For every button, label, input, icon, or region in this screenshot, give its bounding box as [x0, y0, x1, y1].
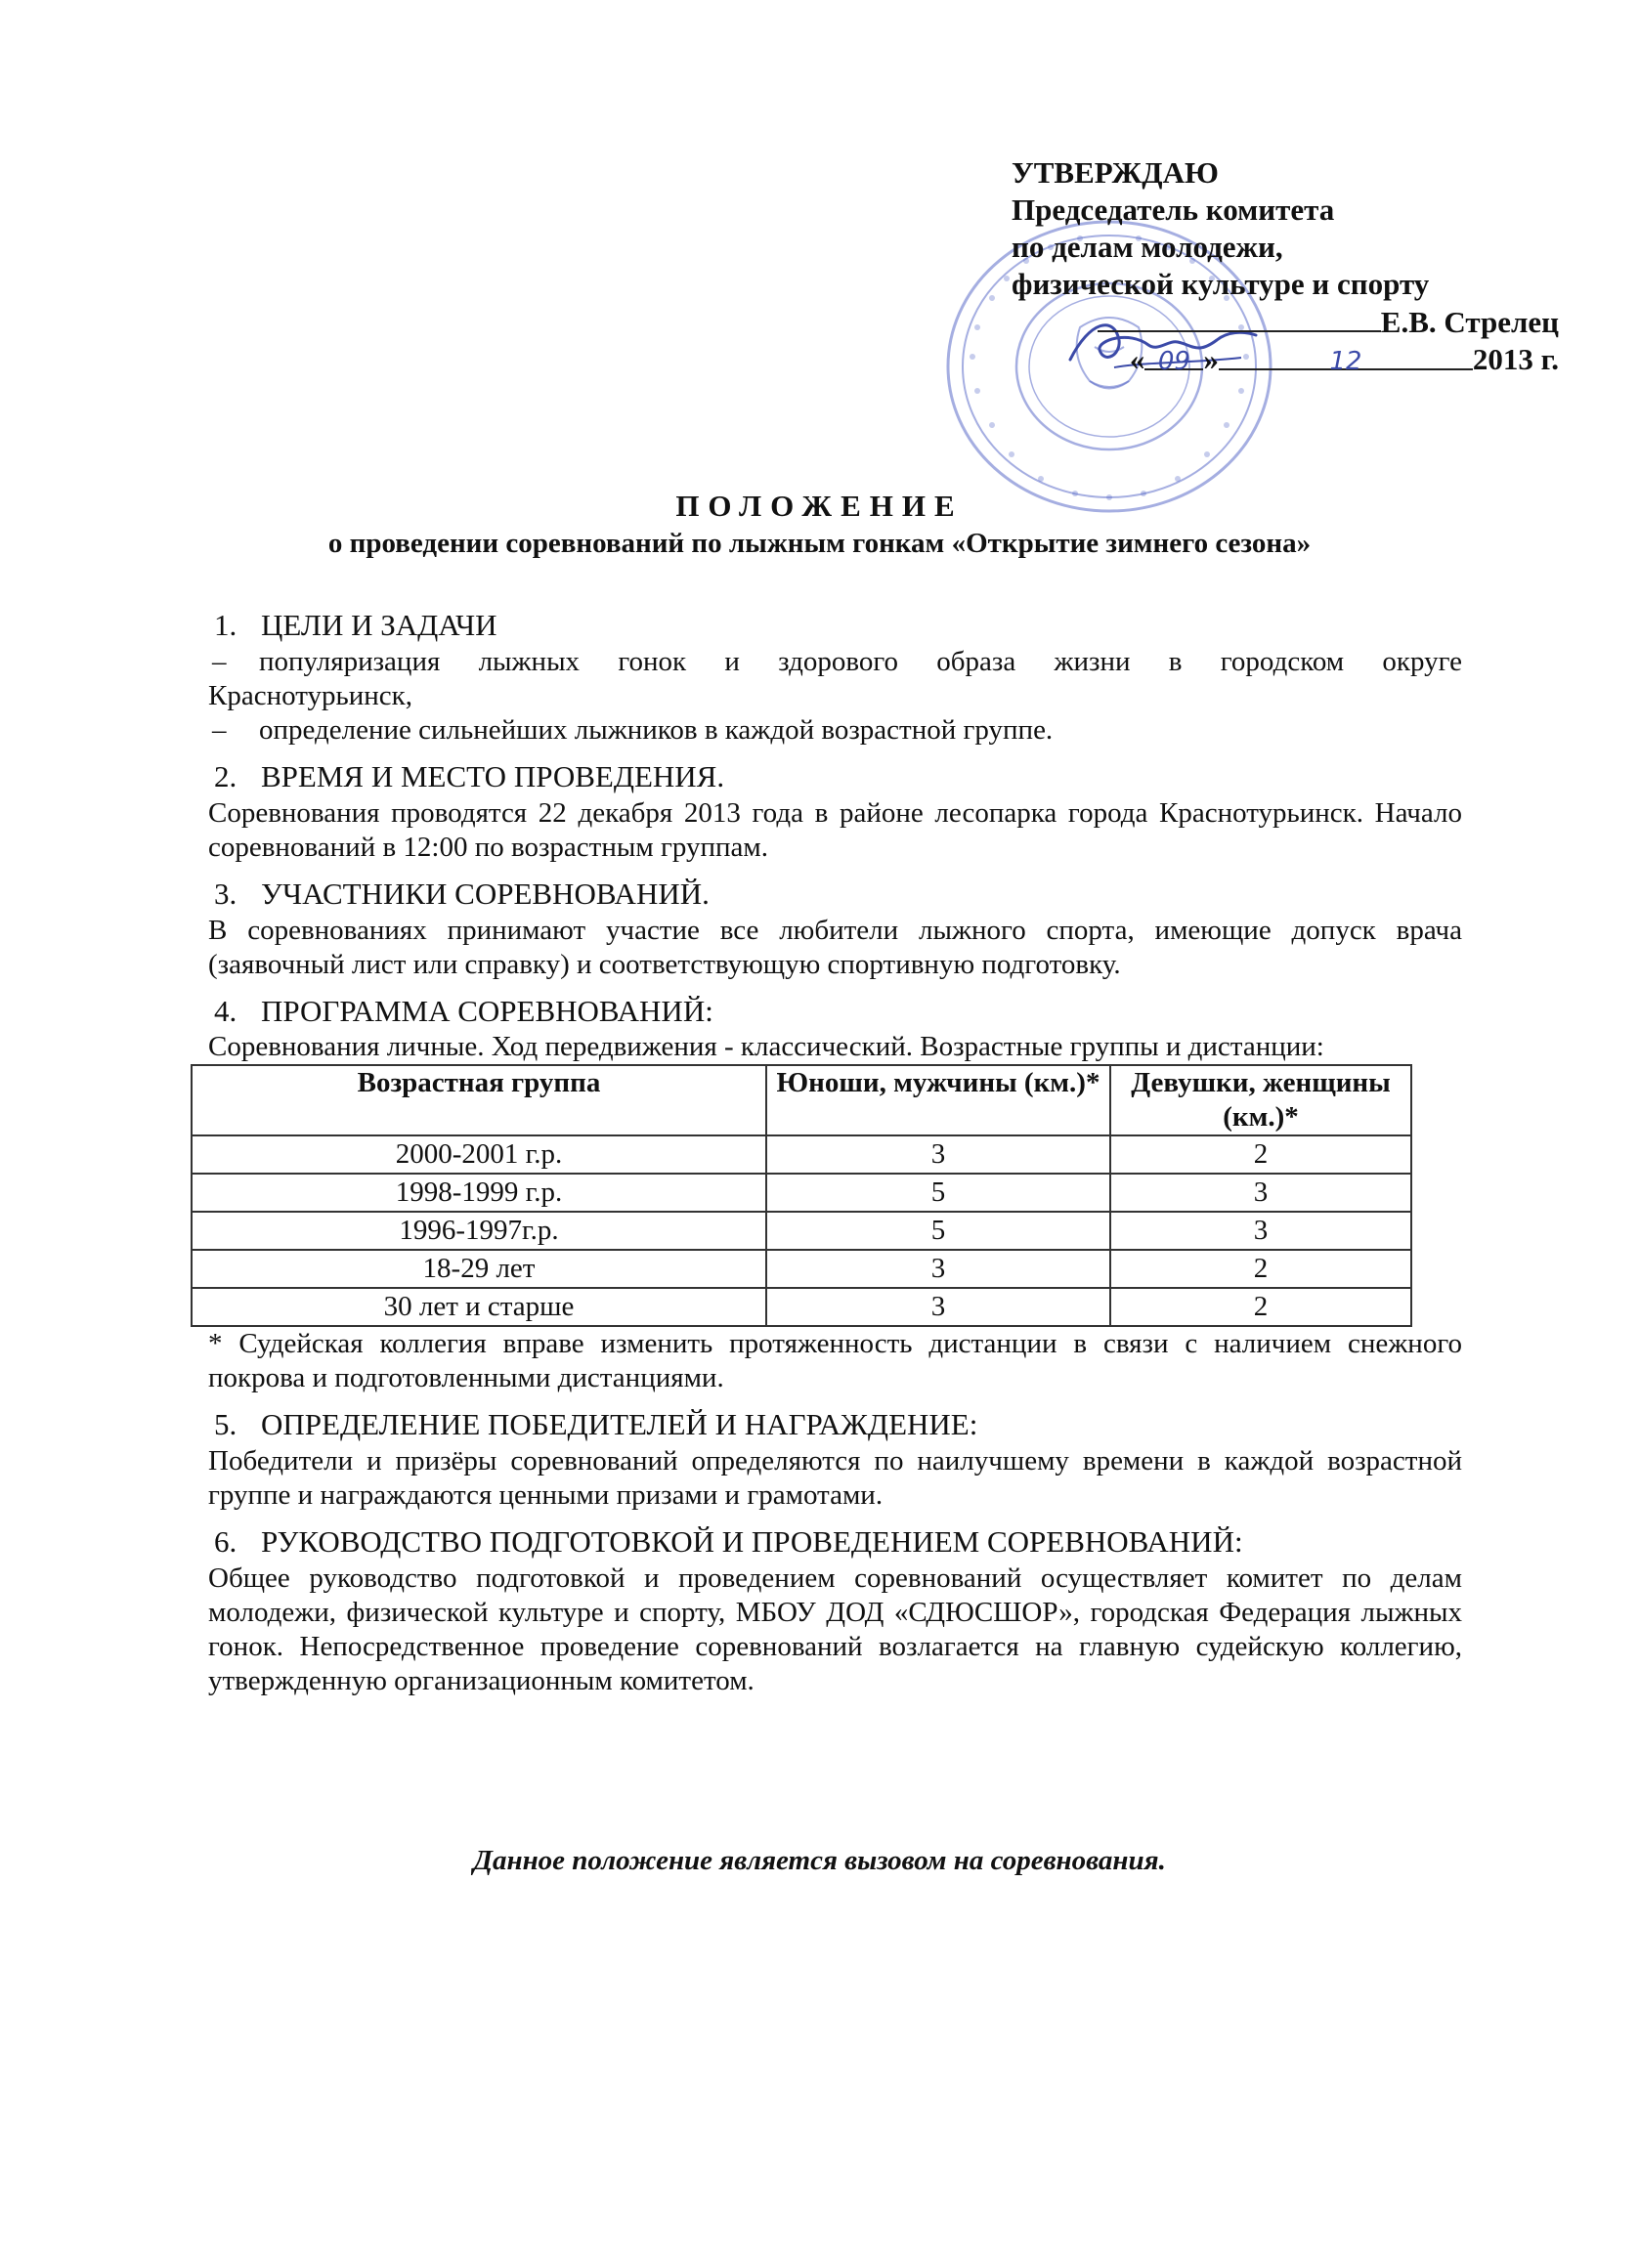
section-title: УЧАСТНИКИ СОРЕВНОВАНИЙ. [261, 877, 710, 911]
table-header-cell: Девушки, женщины (км.)* [1110, 1065, 1411, 1135]
date-year: 2013 г. [1472, 342, 1559, 376]
table-cell: 2 [1110, 1250, 1411, 1288]
table-cell: 30 лет и старше [192, 1288, 766, 1326]
section-title: ОПРЕДЕЛЕНИЕ ПОБЕДИТЕЛЕЙ И НАГРАЖДЕНИЕ: [261, 1407, 978, 1441]
section-number: 1. [214, 608, 237, 642]
table-row [192, 1288, 1411, 1326]
approval-position-line-2: по делам молодежи, [1012, 230, 1283, 264]
section-heading-5 [208, 1405, 1462, 1444]
approval-date-line [1012, 341, 1559, 378]
approval-block [1012, 154, 1559, 378]
table-row [192, 1135, 1411, 1174]
closing-statement: Данное положение является вызовом на соревнования. [473, 1845, 1166, 1876]
section-heading-4 [208, 992, 1462, 1031]
table-cell: 3 [766, 1250, 1110, 1288]
date-day-blank [1144, 341, 1203, 376]
table-cell: 3 [1110, 1212, 1411, 1250]
approval-position-line-3: физической культуре и спорту [1012, 267, 1430, 301]
date-open-quote: « [1129, 342, 1145, 376]
table-cell: 1998-1999 г.р. [192, 1174, 766, 1212]
section-1-item-2 [208, 713, 1462, 748]
section-5-text: Победители и призёры соревнований определяются по наилучшему времени в каждой возрастной группе и награждаются ценными призами и грамотами. [208, 1445, 1462, 1511]
section-number: 4. [214, 994, 237, 1028]
date-month: 12 [1329, 347, 1362, 376]
dash-bullet: – [212, 714, 227, 746]
table-cell: 3 [1110, 1174, 1411, 1212]
table-header-cell: Возрастная группа [192, 1065, 766, 1135]
section-3-text: В соревнованиях принимают участие все любители лыжного спорта, имеющие допуск врача (заявочный лист или справку) и соответствующую спортивную подготовку. [208, 915, 1462, 980]
age-groups-table [191, 1064, 1412, 1327]
table-cell: 5 [766, 1174, 1110, 1212]
table-cell: 2000-2001 г.р. [192, 1135, 766, 1174]
section-title: ЦЕЛИ И ЗАДАЧИ [261, 608, 497, 642]
approval-signature-line [1012, 303, 1559, 341]
section-2-text: Соревнования проводятся 22 декабря 2013 года в районе лесопарка города Краснотурьинск. Начало соревнований в 12:00 по возрастным группам. [208, 797, 1462, 863]
table-row [192, 1212, 1411, 1250]
table-cell: 18-29 лет [192, 1250, 766, 1288]
table-footnote: * Судейская коллегия вправе изменить протяженность дистанции в связи с наличием снежного покрова и подготовленными дистанциями. [208, 1328, 1462, 1393]
approval-position-line-1: Председатель комитета [1012, 193, 1335, 227]
section-number: 3. [214, 877, 237, 911]
section-number: 2. [214, 759, 237, 793]
section-heading-3 [208, 875, 1462, 914]
table-row [192, 1174, 1411, 1212]
list-item-text: определение сильнейших лыжников в каждой возрастной группе. [259, 714, 1054, 746]
table-cell: 3 [766, 1288, 1110, 1326]
section-heading-6 [208, 1522, 1462, 1562]
date-month-blank [1219, 341, 1473, 376]
section-4-text: Соревнования личные. Ход передвижения - классический. Возрастные группы и дистанции: [208, 1031, 1324, 1062]
table-header-row [192, 1065, 1411, 1135]
section-number: 6. [214, 1524, 237, 1559]
section-heading-2 [208, 757, 1462, 796]
document-title: ПОЛОЖЕНИЕ [675, 489, 964, 523]
date-day: 09 [1157, 347, 1190, 376]
date-close-quote: » [1203, 342, 1219, 376]
approval-signatory: Е.В. Стрелец [1380, 305, 1559, 339]
list-item-continuation: Краснотурьинск, [208, 680, 412, 711]
section-6-text: Общее руководство подготовкой и проведением соревнований осуществляет комитет по делам молодежи, физической культуре и спорту, МБОУ ДОД «СДЮСШОР», городская Федерация лыжных гонок. Непосредственное проведение соревнований возлагается на главную судейскую коллегию, утвержденную организационным комитетом. [208, 1562, 1462, 1696]
table-row [192, 1250, 1411, 1288]
table-cell: 2 [1110, 1135, 1411, 1174]
document-body [208, 596, 1462, 1698]
section-heading-1 [208, 606, 1462, 645]
section-number: 5. [214, 1407, 237, 1441]
table-cell: 1996-1997г.р. [192, 1212, 766, 1250]
approval-heading: УТВЕРЖДАЮ [1012, 155, 1219, 190]
section-title: ВРЕМЯ И МЕСТО ПРОВЕДЕНИЯ. [261, 759, 725, 793]
table-cell: 5 [766, 1212, 1110, 1250]
table-cell: 3 [766, 1135, 1110, 1174]
section-title: ПРОГРАММА СОРЕВНОВАНИЙ: [261, 994, 713, 1028]
signature-blank [1098, 303, 1381, 332]
document-subtitle: о проведении соревнований по лыжным гонкам «Открытие зимнего сезона» [327, 528, 1312, 559]
table-cell: 2 [1110, 1288, 1411, 1326]
section-title: РУКОВОДСТВО ПОДГОТОВКОЙ И ПРОВЕДЕНИЕМ СОРЕВНОВАНИЙ: [261, 1524, 1243, 1559]
dash-bullet: – [212, 646, 227, 677]
table-header-cell: Юноши, мужчины (км.)* [766, 1065, 1110, 1135]
list-item-text: популяризация лыжных гонок и здорового образа жизни в городском округе [259, 646, 1462, 677]
section-1-item-1 [208, 645, 1462, 713]
